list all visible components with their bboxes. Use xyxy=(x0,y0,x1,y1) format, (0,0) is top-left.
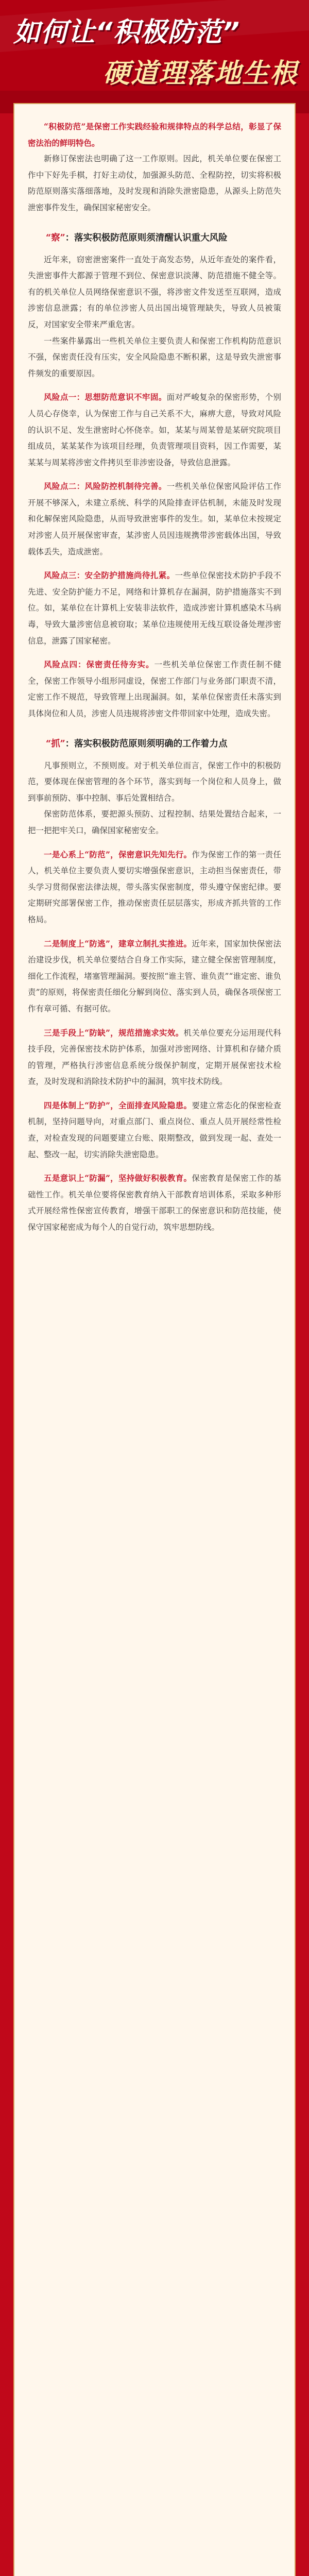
risk4 xyxy=(28,656,281,722)
point4-title: 四是体制上“防护”，全面排查风险隐患。 xyxy=(44,1100,192,1110)
point5-body: 保密教育是保密工作的基础性工作。机关单位要将保密教育纳入干部教育培训体系，采取多种形式开展经常性保密宣传教育，增强干部职工的保密意识和防范技能，使保守国家秘密成为每个人的自觉行动，筑牢思想防线。 xyxy=(28,1174,281,1232)
article-card xyxy=(13,103,296,2576)
section1-paragraph-1: 近年来，窃密泄密案件一直处于高发态势，从近年查处的案件看，失泄密事件大都源于管理不到位、保密意识淡薄、防范措施不健全等。有的机关单位人员网络保密意识不强，将涉密文件发送至互联网，造成涉密信息泄露；有的单位涉密人员出国出境管理缺失，导致人员被策反，对国家安全带来严重危害。 xyxy=(28,255,281,329)
point1-title: 一是心系上“防范”，保密意识先知先行。 xyxy=(44,849,192,859)
section1-paragraph-2: 一些案件暴露出一些机关单位主要负责人和保密工作机构防范意识不强，保密责任没有压实，安全风险隐患不断积累，这是导致失泄密事件频发的重要原因。 xyxy=(28,336,281,378)
point2 xyxy=(28,936,281,1018)
section2-heading-text: ：落实积极防范原则须明确的工作着力点 xyxy=(65,738,228,749)
section1-heading xyxy=(28,230,281,247)
point2-body: 近年来，国家加快保密法治建设步伐，机关单位要结合自身工作实际，建立健全保密管理制度，细化工作流程，堵塞管理漏洞。要按照“谁主管、谁负责”“谁定密、谁负责”的原则，将保密责任细化分解到岗位、落实到人员，确保各项保密工作有章可循、有据可依。 xyxy=(28,939,281,1013)
point1 xyxy=(28,846,281,928)
section2-heading xyxy=(28,736,281,753)
point2-title: 二是制度上“防逃”，建章立制扎实推进。 xyxy=(44,938,192,948)
risk2 xyxy=(28,478,281,560)
intro-lead xyxy=(28,118,281,151)
hero-banner xyxy=(0,0,309,113)
risk2-body: 一些机关单位保密风险评估工作开展不够深入，未建立系统、科学的风险排查评估机制，未能及时发现和化解保密风险隐患，从而导致泄密事件的发生。如，某单位未按规定对涉密人员开展保密审查，某涉密人员因违规携带涉密载体出国，导致载体丢失，造成泄密。 xyxy=(28,482,281,556)
risk1 xyxy=(28,389,281,471)
risk4-body: 一些机关单位保密工作责任制不健全，保密工作领导小组形同虚设，保密工作部门与业务部门职责不清，定密工作不规范，导致管理上出现漏洞。如，某单位保密责任未落实到具体岗位和人员，涉密人员违规将涉密文件带回家中处理，造成失密。 xyxy=(28,660,281,718)
point4 xyxy=(28,1097,281,1163)
section1-heading-mark: “察” xyxy=(46,232,65,243)
point3 xyxy=(28,1025,281,1090)
point3-body: 机关单位要充分运用现代科技手段，完善保密技术防护体系，加强对涉密网络、计算机和存储介质的管理，严格执行涉密信息系统分级保护制度，定期开展保密技术检查，及时发现和消除技术防护中的漏洞，筑牢技术防线。 xyxy=(28,1028,281,1087)
intro-lead-text: “积极防范”是保密工作实践经验和规律特点的科学总结，彰显了保密法治的鲜明特色。 xyxy=(28,122,281,148)
article-body xyxy=(14,104,295,1236)
point5-title: 五是意识上“防漏”，坚持做好积极教育。 xyxy=(44,1173,192,1183)
section2-paragraph-1: 凡事预则立，不预则废。对于机关单位而言，保密工作中的积极防范，要体现在保密管理的各个环节，落实到每一个岗位和人员身上，做到事前预防、事中控制、事后处置相结合。 xyxy=(28,760,281,803)
risk3-title: 风险点三：安全防护措施尚待扎紧。 xyxy=(44,570,175,581)
hero-title-line1: 如何让“积极防范” xyxy=(13,17,240,48)
risk3 xyxy=(28,567,281,649)
section1-heading-text: ：落实积极防范原则须清醒认识重大风险 xyxy=(65,232,228,243)
section2-heading-mark: “抓” xyxy=(46,738,65,749)
intro-body: 新修订保密法也明确了这一工作原则。因此，机关单位要在保密工作中下好先手棋，打好主动仗，加强源头防范、全程防控，切实将积极防范原则落实落细落地，及时发现和消除失泄密隐患，从源头上防范失泄密事件发生，确保国家秘密安全。 xyxy=(28,154,281,212)
point1-body: 作为保密工作的第一责任人，机关单位主要负责人要切实增强保密意识，主动担当保密责任，带头学习贯彻保密法律法规，带头落实保密制度，带头遵守保密纪律。要定期研究部署保密工作，推动保密责任层层落实，形成齐抓共管的工作格局。 xyxy=(28,850,281,924)
point3-title: 三是手段上“防缺”，规范措施求实效。 xyxy=(44,1027,184,1038)
point5 xyxy=(28,1170,281,1235)
risk1-title: 风险点一：思想防范意识不牢固。 xyxy=(44,392,167,402)
risk2-title: 风险点二：风险防控机制待完善。 xyxy=(44,481,167,492)
hero-title-line2: 硬道理落地生根 xyxy=(103,58,298,89)
section2-paragraph-2: 保密防范体系，要把源头预防、过程控制、结果处置结合起来，一把一把把牢关口，确保国家秘密安全。 xyxy=(28,809,281,835)
risk1-body: 面对严峻复杂的保密形势，个别人员心存侥幸，认为保密工作与自己关系不大，麻痹大意，导致对风险的认识不足、发生泄密时心怀侥幸。如，某某与周某曾是某研究院项目组成员，某某某作为该项目经理，负责管理项目资料，因工作需要，某某某与周某将涉密文件拷贝至非涉密设备，导致信息泄露。 xyxy=(28,393,281,467)
point4-body: 要建立常态化的保密检查机制，坚持问题导向，对重点部门、重点岗位、重点人员开展经常性检查，对检查发现的问题要建立台账、限期整改，做到发现一起、查处一起、整改一起，切实消除失泄密隐患。 xyxy=(28,1100,281,1159)
risk4-title: 风险点四：保密责任待夯实。 xyxy=(44,659,154,670)
risk3-body: 一些单位保密技术防护手段不先进、安全防护能力不足，网络和计算机存在漏洞，防护措施落实不到位。如，某单位在计算机上安装非法软件，造成涉密计算机感染木马病毒，导致大量涉密信息被窃取；某单位违规使用无线互联设备处理涉密信息，泄露了国家秘密。 xyxy=(28,571,281,646)
